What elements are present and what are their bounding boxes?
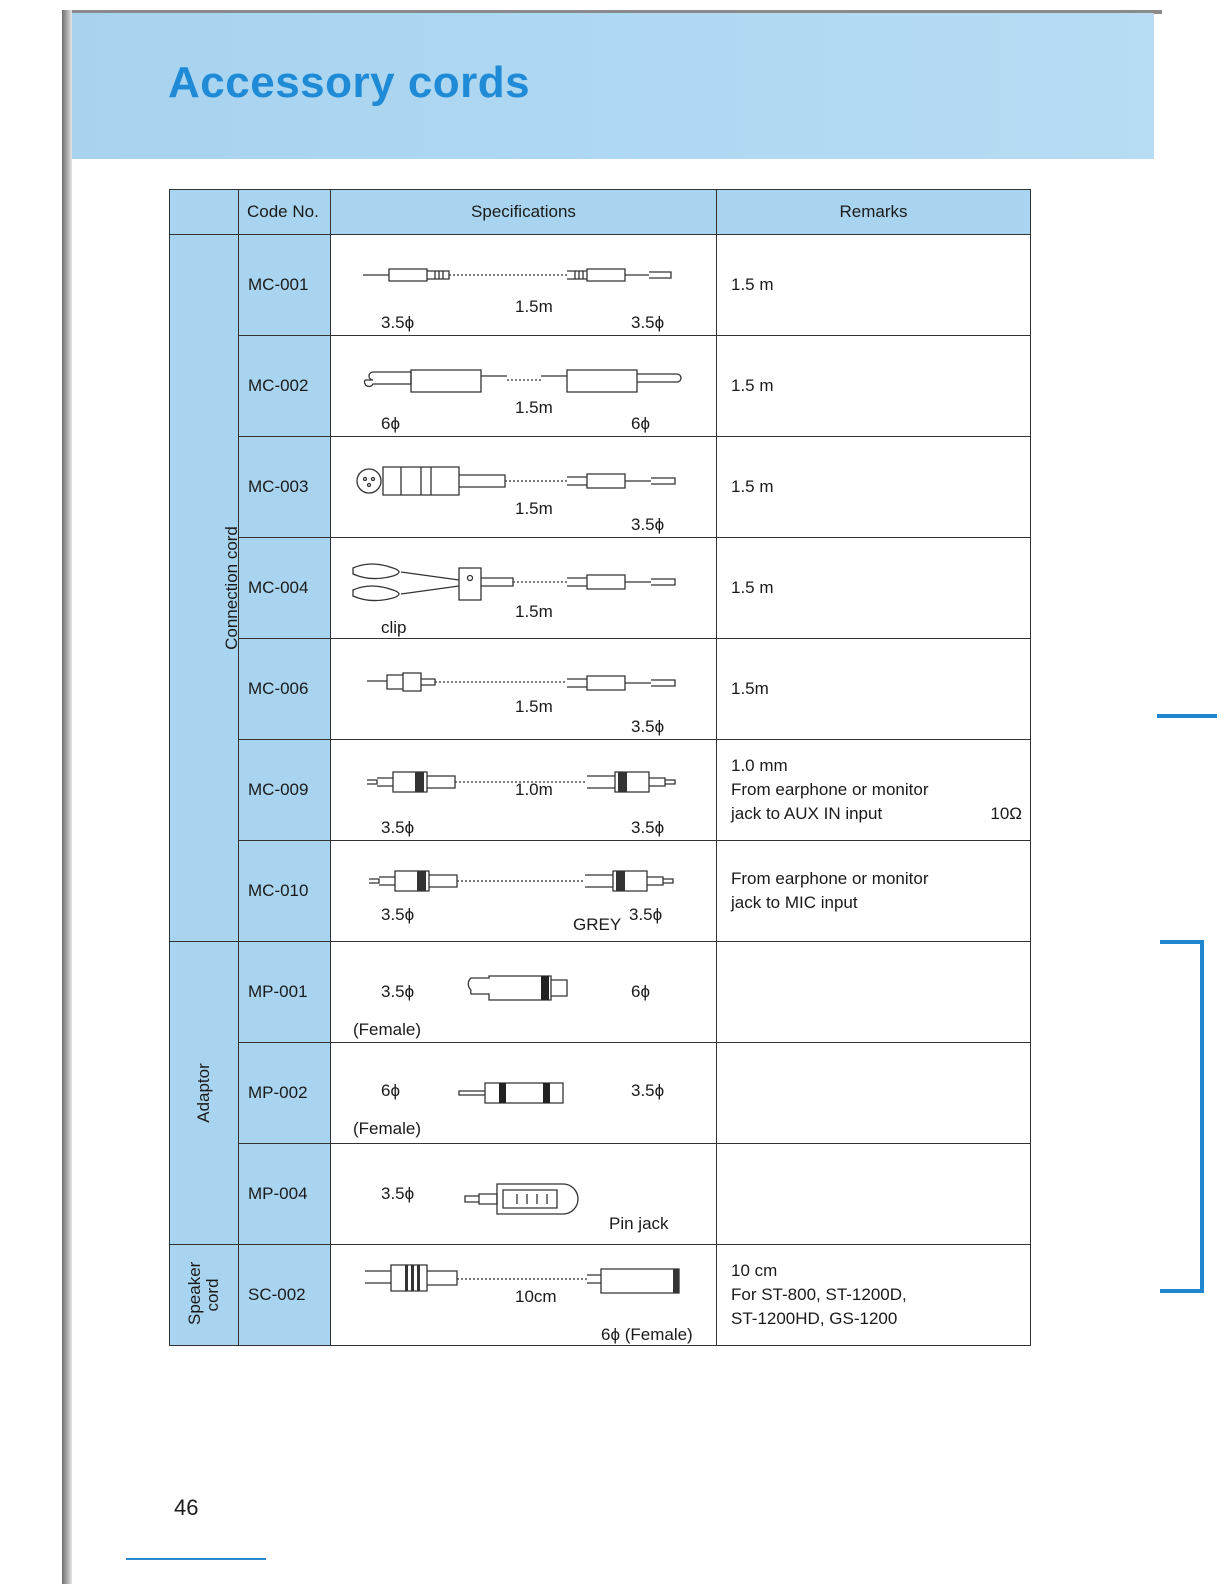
spec-cell [331,1144,717,1245]
spec-cell [331,841,717,942]
remark-line: From earphone or monitor [731,780,929,799]
code-cell: MC-009 [239,740,331,841]
spec-label: 1.5m [515,499,553,518]
spec-cell [331,336,717,437]
table-row [170,235,1031,336]
category-label: Connection cord [221,526,241,650]
accessory-table [169,189,1031,1346]
plug-cord-diagram [331,841,717,941]
code-cell: MC-003 [239,437,331,538]
remark-line: 1.5 m [731,477,774,496]
spec-label: 3.5ϕ [629,905,663,924]
remarks-cell [717,1245,1031,1346]
spec-label: 1.0m [515,780,553,799]
table-row [170,1043,1031,1144]
spec-label: 3.5ϕ [631,515,665,534]
table-row [170,740,1031,841]
remark-line: 1.5 m [731,578,774,597]
spec-cell [331,1043,717,1144]
category-adaptor [170,942,239,1245]
spec-label: 6ϕ [381,1081,400,1100]
table-header-row [170,190,1031,235]
remarks-cell [717,538,1031,639]
page-title: Accessory cords [168,58,531,107]
category-label: Speaker cord [185,1261,222,1325]
spec-label: 3.5ϕ [381,313,415,332]
table-row [170,639,1031,740]
category-speaker-cord [170,1245,239,1346]
table-row [170,538,1031,639]
code-header: Code No. [239,190,331,235]
remark-line: 1.5 m [731,376,774,395]
spec-label: 6ϕ [631,982,650,1001]
code-cell: SC-002 [239,1245,331,1346]
spec-cell [331,538,717,639]
spec-label: (Female) [353,1119,422,1138]
spec-label: 1.5m [515,398,553,417]
page-edge-left [62,10,72,1584]
category-header [170,190,239,235]
spec-label: 3.5ϕ [631,717,665,736]
table-row [170,437,1031,538]
remarks-cell [717,740,1031,841]
spec-label: (Female) [353,1020,422,1039]
spec-label: 3.5ϕ [631,313,665,332]
code-cell: MC-006 [239,639,331,740]
remarks-cell [717,437,1031,538]
remark-line: For ST-800, ST-1200D, [731,1285,907,1304]
spec-label: 3.5ϕ [631,1081,665,1100]
spec-label: 3.5ϕ [381,982,415,1001]
remark-line: 1.5 m [731,275,774,294]
code-cell: MC-010 [239,841,331,942]
code-cell: MP-001 [239,942,331,1043]
spec-header: Specifications [331,190,717,235]
remarks-cell [717,336,1031,437]
footer-rule [126,1558,266,1560]
remarks-cell [717,1043,1031,1144]
spec-cell [331,1245,717,1346]
remarks-header: Remarks [717,190,1031,235]
impedance-label: 10Ω [990,804,1022,823]
code-cell: MP-002 [239,1043,331,1144]
code-cell: MC-002 [239,336,331,437]
spec-label: 1.5m [515,297,553,316]
spec-label: 6ϕ (Female) [601,1325,693,1344]
code-cell: MP-004 [239,1144,331,1245]
spec-label: 3.5ϕ [381,818,415,837]
remark-line: jack to AUX IN input [731,804,883,823]
table-row [170,942,1031,1043]
spec-label: 6ϕ [381,414,400,433]
remark-line: jack to MIC input [731,893,858,912]
category-label: Adaptor [193,1063,213,1123]
spec-cell [331,639,717,740]
remarks-cell [717,235,1031,336]
table-row [170,336,1031,437]
spec-cell [331,437,717,538]
code-cell: MC-004 [239,538,331,639]
spec-label: 1.5m [515,697,553,716]
spec-label: clip [381,618,407,637]
remark-line: ST-1200HD, GS-1200 [731,1309,898,1328]
spec-label: 3.5ϕ [631,818,665,837]
spec-label: 3.5ϕ [381,905,415,924]
remark-line: 1.5m [731,679,769,698]
table-row [170,1144,1031,1245]
remarks-cell [717,942,1031,1043]
remark-line: 10 cm [731,1261,778,1280]
spec-label: GREY [573,915,622,934]
category-connection-cord [170,235,239,942]
remarks-cell [717,639,1031,740]
spec-label: 1.5m [515,602,553,621]
spec-label: 6ϕ [631,414,650,433]
remarks-cell [717,1144,1031,1245]
spec-label: 10cm [515,1287,557,1306]
remarks-cell [717,841,1031,942]
table-row [170,1245,1031,1346]
spec-cell [331,942,717,1043]
page-number: 46 [174,1495,199,1520]
side-tab-marker [1157,714,1217,718]
remark-line: 1.0 mm [731,756,788,775]
remark-line: From earphone or monitor [731,869,929,888]
side-bracket-marker [1160,940,1204,1293]
table-row [170,841,1031,942]
spec-label: Pin jack [609,1214,669,1233]
spec-cell [331,235,717,336]
spec-cell [331,740,717,841]
code-cell: MC-001 [239,235,331,336]
spec-label: 3.5ϕ [381,1184,415,1203]
